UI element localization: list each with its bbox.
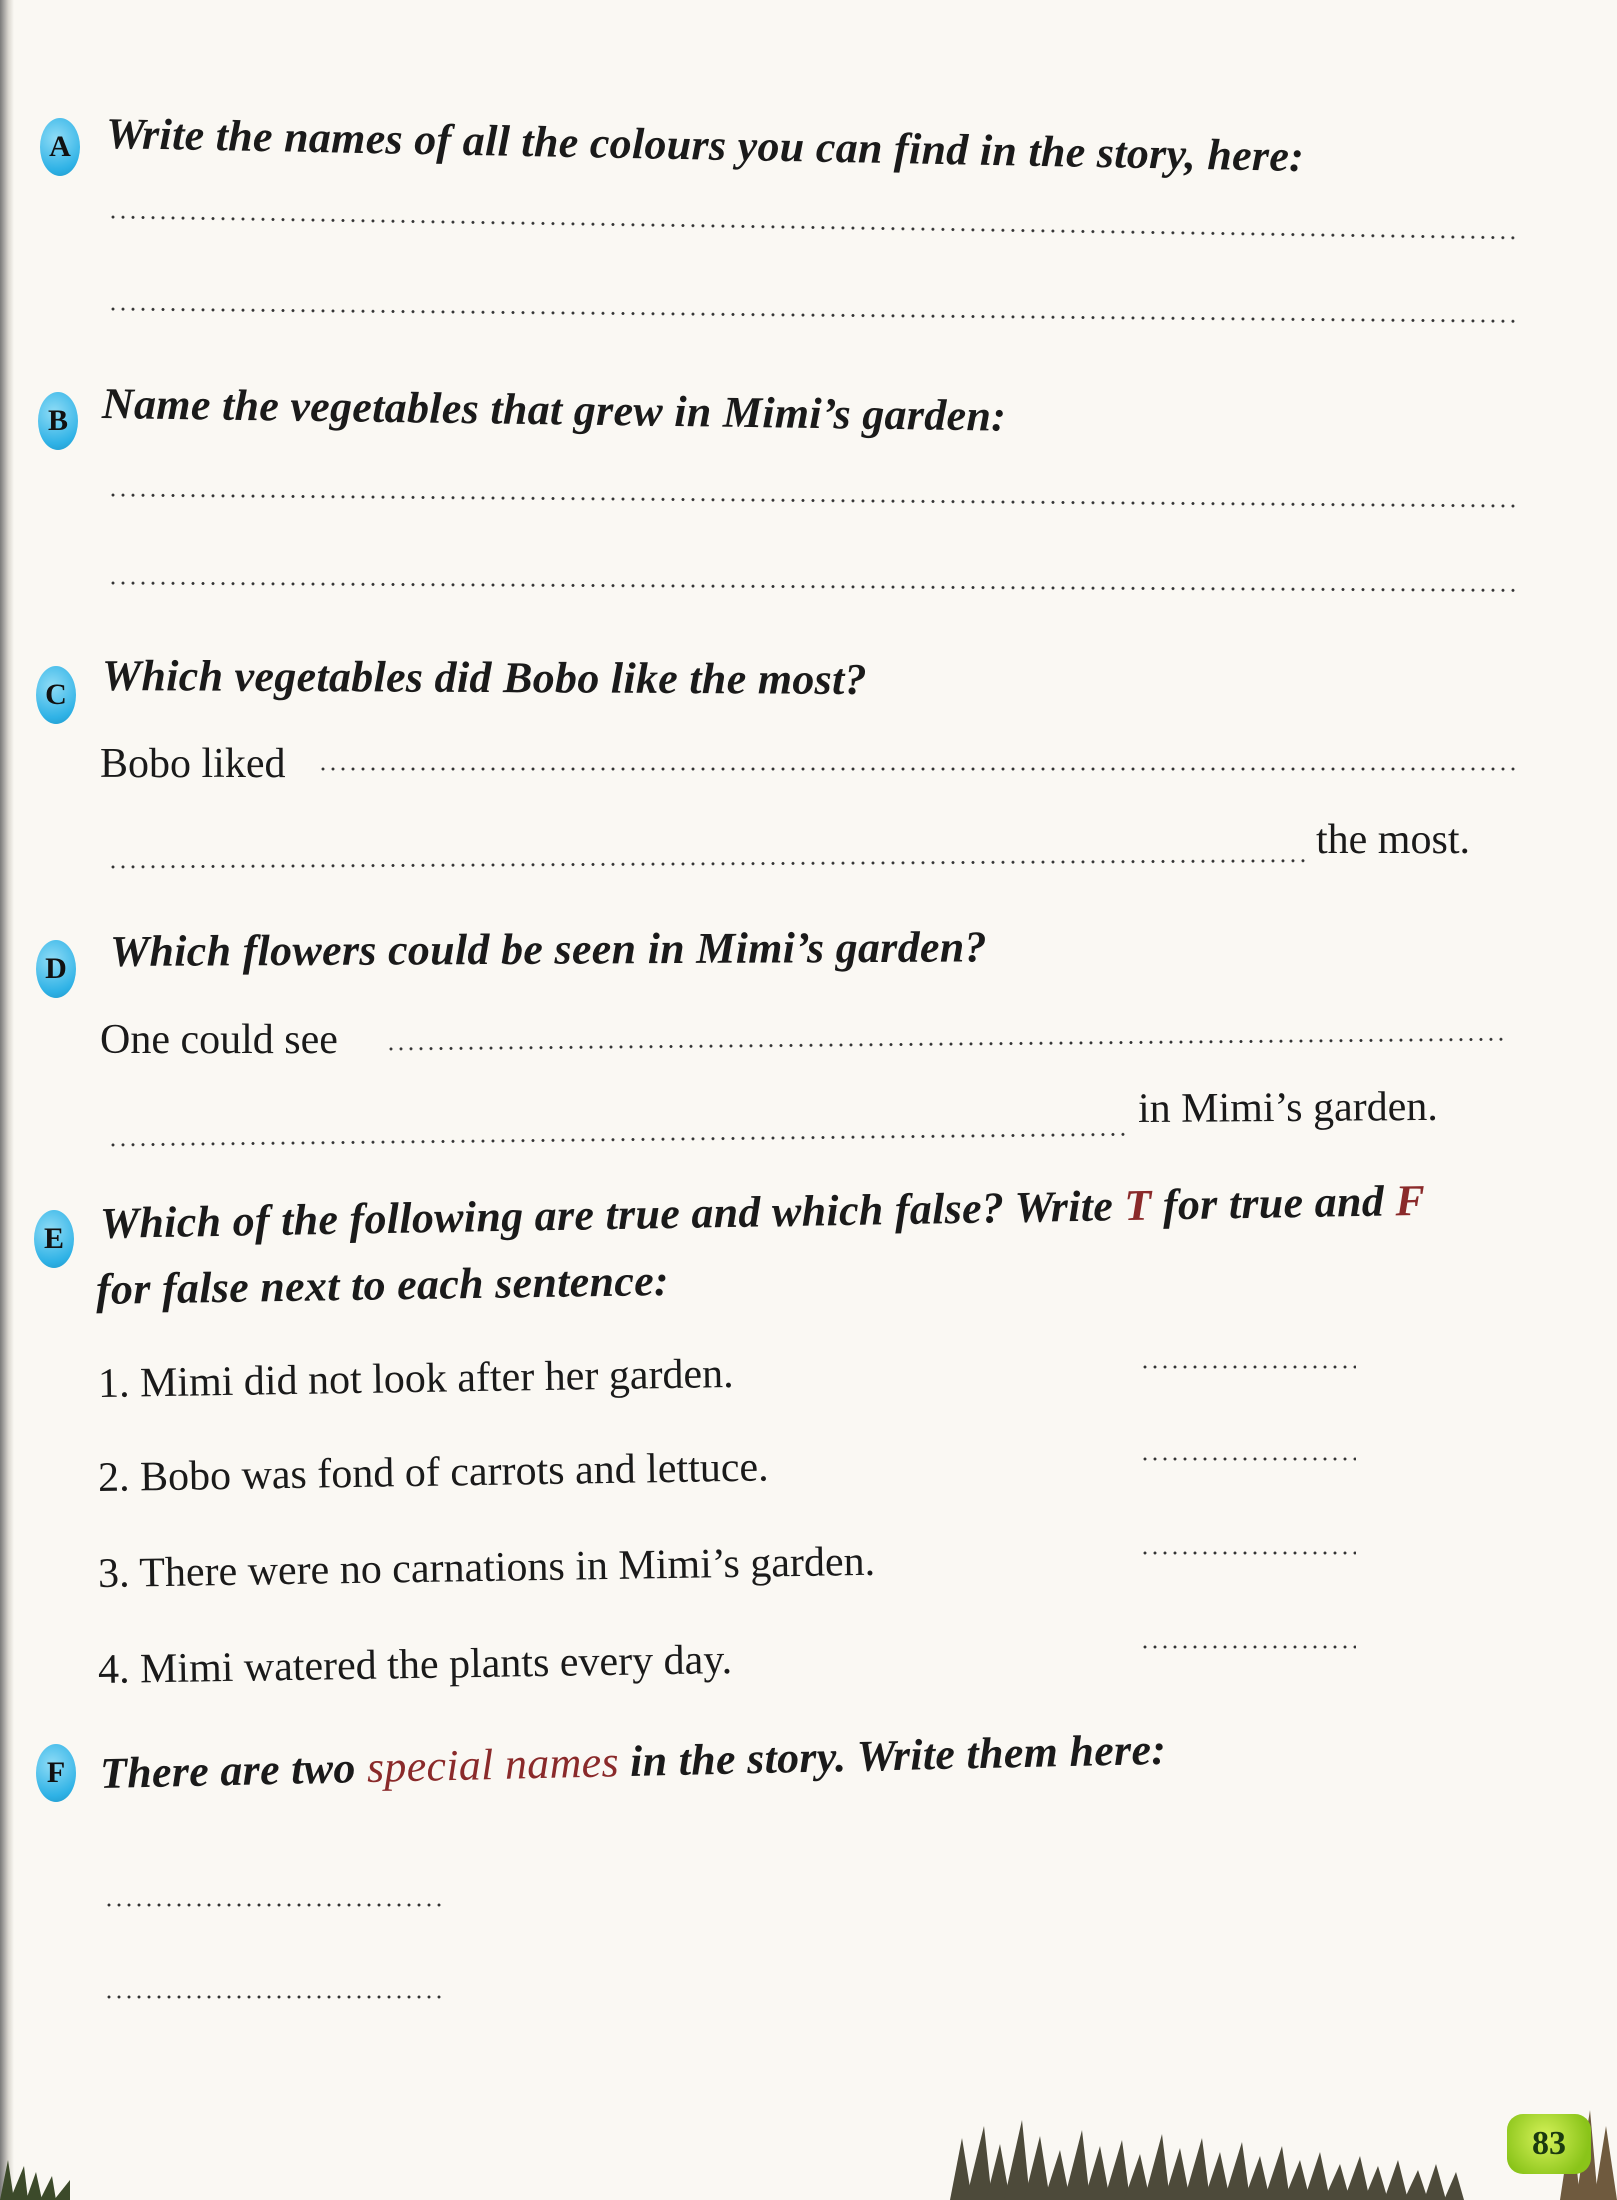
statement-1-answer[interactable] [1140, 1362, 1356, 1372]
statement-3-answer[interactable] [1140, 1548, 1356, 1558]
section-a-question: Write the names of all the colours you can find in the story, here: [105, 109, 1305, 182]
grass-decoration [0, 2080, 1617, 2200]
page-number: 83 [1507, 2114, 1591, 2174]
section-e-question-text-2: for true and [1151, 1176, 1396, 1230]
section-d-answer-line-2[interactable] [108, 1129, 1128, 1150]
section-c-prompt-start: Bobo liked [100, 741, 286, 787]
section-f-question [99, 1724, 1166, 1799]
statement-3: 3. There were no carnations in Mimi’s garden. [97, 1538, 876, 1597]
section-b-answer-line-1[interactable] [108, 490, 1518, 511]
statement-1: 1. Mimi did not look after her garden. [97, 1351, 734, 1407]
section-e-question-text-1: Which of the following are true and which false? Write [99, 1181, 1125, 1248]
section-c-answer-line-2[interactable] [108, 856, 1306, 872]
section-e-badge: E [34, 1210, 74, 1268]
section-e-question-line-2: for false next to each sentence: [95, 1256, 670, 1314]
section-f-question-text-2: in the story. Write them here: [618, 1724, 1167, 1787]
section-b-badge: B [38, 392, 78, 450]
section-f-answer-line-2[interactable] [104, 1992, 444, 2002]
section-f-answer-line-1[interactable] [104, 1900, 444, 1910]
statement-4: 4. Mimi watered the plants every day. [97, 1637, 733, 1693]
section-d-question: Which flowers could be seen in Mimi’s garden? [109, 922, 987, 976]
statement-2: 2. Bobo was fond of carrots and lettuce. [97, 1444, 769, 1501]
special-names-highlight: special names [366, 1737, 620, 1792]
section-c-question: Which vegetables did Bobo like the most? [101, 651, 867, 705]
statement-4-answer[interactable] [1140, 1642, 1356, 1652]
section-c-badge: C [36, 666, 76, 724]
section-a-answer-line-1[interactable] [108, 212, 1518, 243]
section-c-prompt-end: the most. [1316, 817, 1470, 863]
section-d-answer-line-1[interactable] [386, 1034, 1504, 1054]
section-a-badge: A [40, 118, 80, 176]
true-letter: T [1123, 1180, 1153, 1231]
section-c-answer-line-1[interactable] [318, 764, 1518, 774]
section-d-badge: D [36, 940, 76, 998]
section-f-question-text-1: There are two [99, 1742, 368, 1798]
section-b-answer-line-2[interactable] [108, 578, 1518, 595]
page-edge-shadow [0, 0, 14, 2200]
section-f-badge: F [36, 1744, 76, 1802]
section-e-question-line-1 [100, 1175, 1426, 1249]
statement-2-answer[interactable] [1140, 1454, 1356, 1464]
section-d-prompt-end: in Mimi’s garden. [1137, 1083, 1438, 1133]
false-letter: F [1394, 1175, 1426, 1226]
section-b-question: Name the vegetables that grew in Mimi’s garden: [101, 379, 1007, 441]
section-d-prompt-start: One could see [100, 1017, 338, 1063]
section-a-answer-line-2[interactable] [108, 304, 1518, 326]
